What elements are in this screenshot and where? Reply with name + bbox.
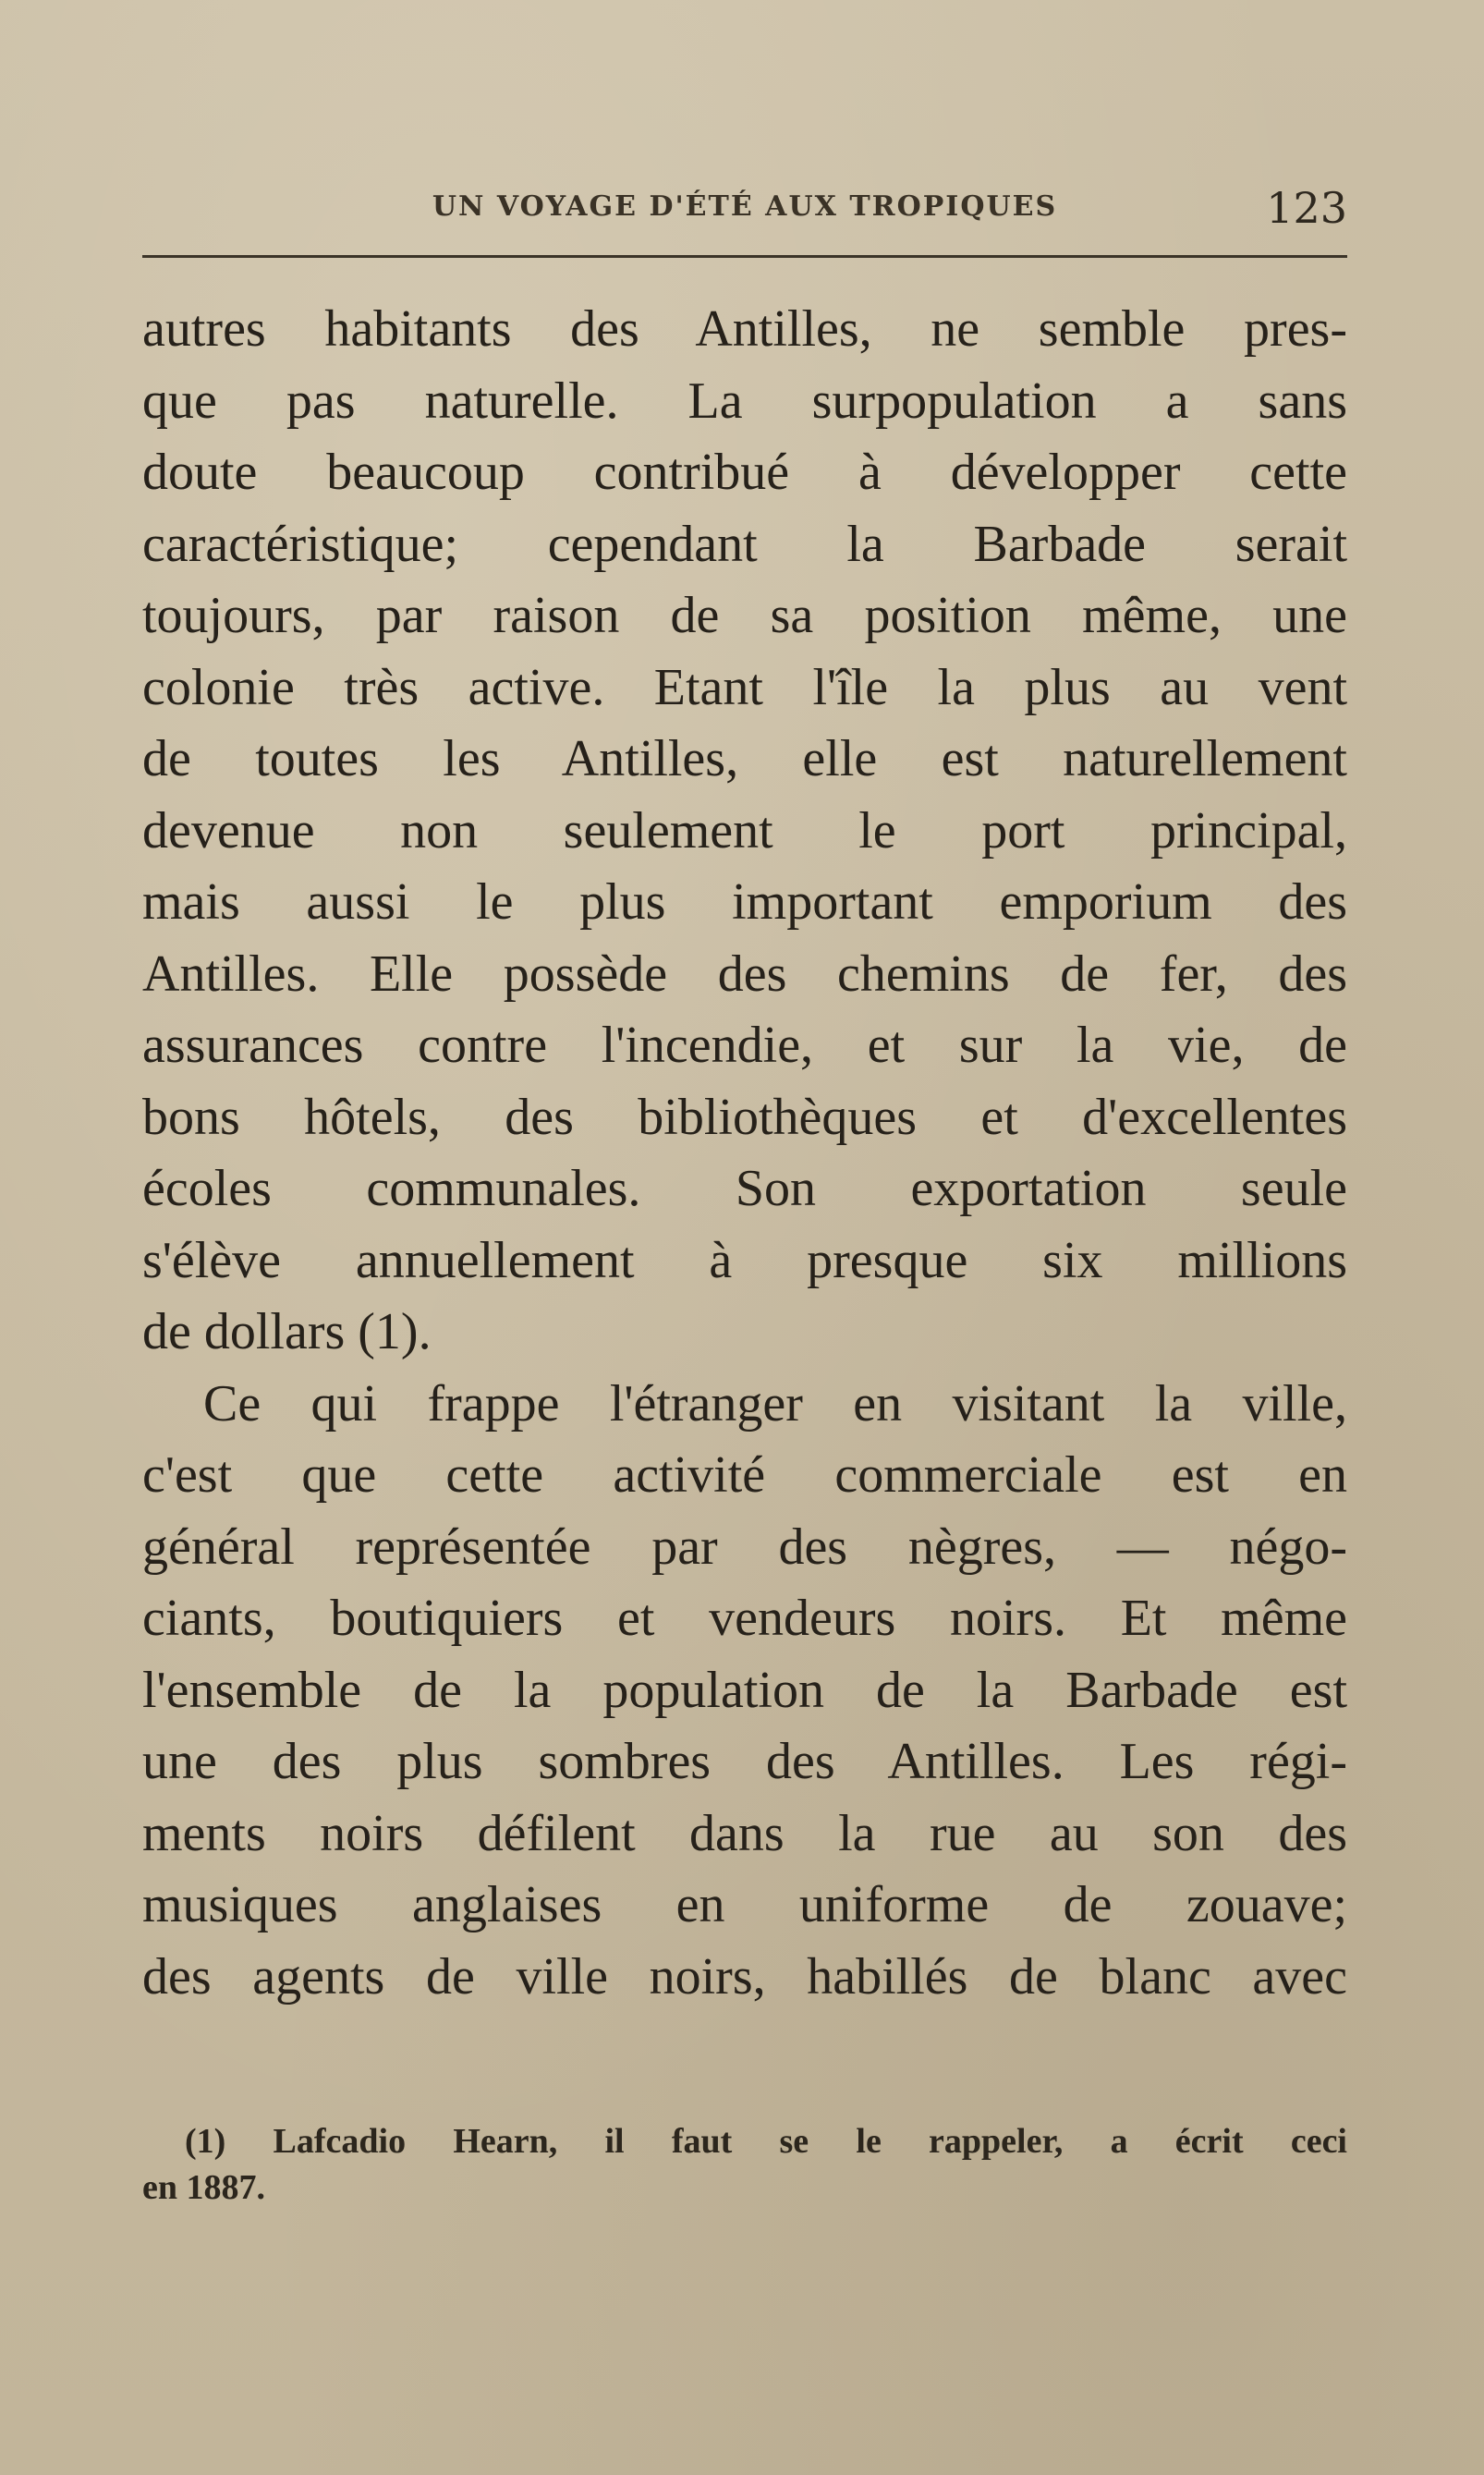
text-line: devenue non seulement le port principal,: [142, 801, 1347, 860]
text-line: l'ensemble de la population de la Barbade est: [142, 1661, 1347, 1719]
text-line: colonie très active. Etant l'île la plus au vent: [142, 658, 1347, 716]
text-line: mais aussi le plus important emporium des: [142, 873, 1347, 931]
text-line: ciants, boutiquiers et vendeurs noirs. Et même: [142, 1590, 1347, 1647]
footnote-line: (1) Lafcadio Hearn, il faut se le rappeler, a écrit ceci: [185, 2122, 1347, 2161]
text-line: c'est que cette activité commerciale est en: [142, 1446, 1347, 1504]
text-line: doute beaucoup contribué à développer cette: [142, 444, 1347, 501]
text-line: Ce qui frappe l'étranger en visitant la ville,: [203, 1374, 1347, 1433]
text-line: général représentée par des nègres, — négo-: [142, 1518, 1347, 1576]
text-line: musiques anglaises en uniforme de zouave;: [142, 1876, 1347, 1933]
running-head: [142, 181, 1347, 237]
text-line: assurances contre l'incendie, et sur la vie, de: [142, 1017, 1347, 1074]
text-line: Antilles. Elle possède des chemins de fer, des: [142, 945, 1347, 1003]
footnote: [142, 2118, 1347, 2211]
text-line: caractéristique; cependant la Barbade serait: [142, 515, 1347, 573]
text-line: de toutes les Antilles, elle est naturellement: [142, 730, 1347, 787]
text-line: autres habitants des Antilles, ne semble pres-: [142, 300, 1347, 358]
footnote-line: en 1887.: [142, 2168, 265, 2207]
text-line: bons hôtels, des bibliothèques et d'excellentes: [142, 1088, 1347, 1146]
header-rule: [142, 255, 1347, 258]
body-text: [142, 294, 1347, 2013]
text-line: des agents de ville noirs, habillés de blanc avec: [142, 1947, 1347, 2006]
text-line: écoles communales. Son exportation seule: [142, 1160, 1347, 1217]
text-line: que pas naturelle. La surpopulation a sans: [142, 372, 1347, 430]
text-line: s'élève annuellement à presque six millions: [142, 1231, 1347, 1289]
page-number: 123: [1266, 183, 1347, 233]
text-line: toujours, par raison de sa position même, une: [142, 587, 1347, 644]
text-line: de dollars (1).: [142, 1303, 432, 1360]
text-line: une des plus sombres des Antilles. Les régi-: [142, 1733, 1347, 1790]
text-line: ments noirs défilent dans la rue au son des: [142, 1804, 1347, 1862]
running-title: UN VOYAGE D'ÉTÉ AUX TROPIQUES: [432, 190, 1058, 223]
